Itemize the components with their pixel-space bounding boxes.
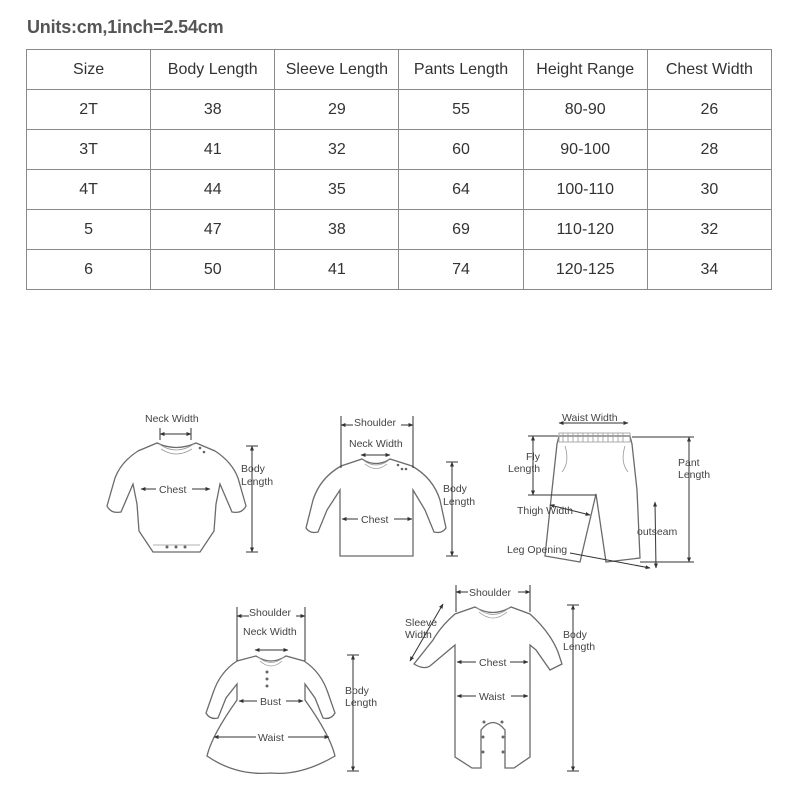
size-chart-table — [26, 49, 772, 290]
snap-button — [502, 736, 505, 739]
table-cell: 29 — [275, 90, 399, 130]
snap-button — [483, 721, 486, 724]
label-outseam: outseam — [637, 526, 678, 538]
table-cell: 30 — [647, 170, 771, 210]
romper-outline — [414, 607, 562, 768]
label-waist: Waist — [479, 691, 505, 703]
table-cell: 4T — [27, 170, 151, 210]
dress-button — [266, 685, 269, 688]
waistband — [559, 433, 630, 442]
label-body: Body — [563, 629, 587, 641]
table-cell: 47 — [151, 210, 275, 250]
table-cell: 90-100 — [523, 130, 647, 170]
label-length: Length — [345, 697, 378, 709]
table-cell: 60 — [399, 130, 523, 170]
label-body: Body — [241, 463, 265, 475]
snap-button — [502, 751, 505, 754]
table-cell: 32 — [275, 130, 399, 170]
shoulder-button — [397, 464, 400, 467]
label-bust: Bust — [260, 696, 282, 708]
table-cell: 3T — [27, 130, 151, 170]
table-cell: 34 — [647, 250, 771, 290]
label-chest: Chest — [361, 514, 389, 526]
label-shoulder: Shoulder — [249, 607, 292, 619]
table-cell: 38 — [275, 210, 399, 250]
label-sleeve-width: Width — [405, 629, 432, 641]
header-sleeve-length: Sleeve Length — [275, 50, 399, 90]
snap-button — [482, 736, 485, 739]
label-shoulder: Shoulder — [469, 587, 512, 599]
table-cell: 50 — [151, 250, 275, 290]
dress-button — [266, 678, 269, 681]
shirt-diagram — [306, 416, 475, 556]
table-cell: 64 — [399, 170, 523, 210]
shoulder-button — [199, 447, 202, 450]
table-cell: 80-90 — [523, 90, 647, 130]
table-cell: 69 — [399, 210, 523, 250]
label-body: Body — [345, 685, 369, 697]
dress-diagram — [206, 607, 377, 773]
bodysuit-diagram — [107, 413, 273, 552]
label-chest: Chest — [479, 657, 507, 669]
label-neck-width: Neck Width — [145, 413, 199, 425]
pants-diagram — [507, 412, 710, 568]
table-cell: 26 — [647, 90, 771, 130]
table-cell: 74 — [399, 250, 523, 290]
label-length: Length — [443, 496, 476, 508]
table-cell: 28 — [647, 130, 771, 170]
table-row — [27, 210, 772, 250]
pocket-lines — [562, 446, 628, 472]
label-neck-width: Neck Width — [243, 626, 297, 638]
label-thigh-width: Thigh Width — [517, 505, 574, 517]
header-height-range: Height Range — [523, 50, 647, 90]
label-neck-width: Neck Width — [349, 438, 403, 450]
label-pant: Pant — [678, 457, 700, 469]
table-cell: 41 — [275, 250, 399, 290]
table-cell: 32 — [647, 210, 771, 250]
shoulder-button — [405, 468, 408, 471]
table-cell: 35 — [275, 170, 399, 210]
dress-button — [266, 671, 269, 674]
table-cell: 44 — [151, 170, 275, 210]
table-row — [27, 90, 772, 130]
table-cell: 2T — [27, 90, 151, 130]
header-size: Size — [27, 50, 151, 90]
table-cell: 100-110 — [523, 170, 647, 210]
label-shoulder: Shoulder — [354, 417, 397, 429]
table-row — [27, 130, 772, 170]
header-pants-length: Pants Length — [399, 50, 523, 90]
table-row — [27, 170, 772, 210]
header-chest-width: Chest Width — [647, 50, 771, 90]
table-cell: 6 — [27, 250, 151, 290]
leg-opening-arrow — [570, 553, 650, 568]
shoulder-button — [401, 468, 404, 471]
snap-button — [482, 751, 485, 754]
snap-button — [501, 721, 504, 724]
table-cell: 38 — [151, 90, 275, 130]
snap-button — [184, 546, 187, 549]
label-leg-opening: Leg Opening — [507, 544, 568, 556]
units-note: Units:cm,1inch=2.54cm — [27, 17, 224, 37]
snap-button — [175, 546, 178, 549]
table-cell: 55 — [399, 90, 523, 130]
label-waist-width: Waist Width — [562, 412, 618, 424]
label-pant-length: Length — [678, 469, 711, 481]
label-body: Body — [443, 483, 467, 495]
table-row — [27, 250, 772, 290]
shoulder-button — [203, 451, 206, 454]
table-header-row — [27, 50, 772, 90]
snap-button — [166, 546, 169, 549]
dress-outline — [206, 656, 335, 773]
label-sleeve: Sleeve — [405, 617, 438, 629]
table-cell: 110-120 — [523, 210, 647, 250]
label-fly-length: Length — [508, 463, 541, 475]
measurement-diagrams — [0, 395, 800, 800]
label-length: Length — [241, 476, 274, 488]
label-length: Length — [563, 641, 596, 653]
header-body-length: Body Length — [151, 50, 275, 90]
romper-diagram — [405, 585, 595, 771]
bodysuit-outline — [107, 443, 246, 552]
label-chest: Chest — [159, 484, 187, 496]
label-fly: Fly — [526, 451, 540, 463]
table-cell: 120-125 — [523, 250, 647, 290]
table-cell: 5 — [27, 210, 151, 250]
label-waist: Waist — [258, 732, 284, 744]
shirt-outline — [306, 459, 446, 556]
table-cell: 41 — [151, 130, 275, 170]
waistband-rib — [563, 433, 623, 442]
